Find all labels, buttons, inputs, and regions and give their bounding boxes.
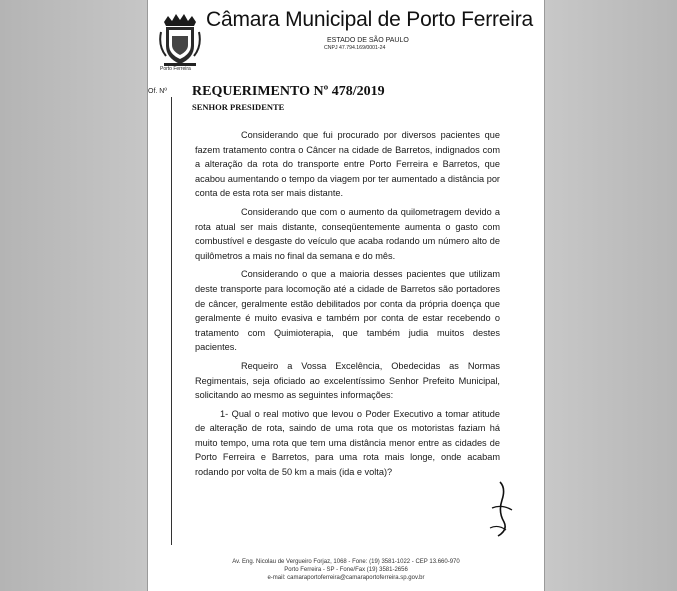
- paragraph: Considerando que fui procurado por diversos pacientes que fazem tratamento contra o Câncer na cidade de Barretos, indignados com a alteração da rota do transporte entre Porto Ferreira e Barretos, que acabou aumentando o tempo da viagem por ter aumentado a distância por conta de esta rota ser mais distante.: [195, 130, 500, 199]
- addressee: SENHOR PRESIDENTE: [192, 102, 285, 112]
- scan-background-right: [543, 0, 677, 591]
- paragraph: Considerando o que a maioria desses pacientes que utilizam deste transporte para locomoção até a cidade de Barretos são portadores de câncer, geralmente estão debilitados por conta da própria doença que geralmente é muito evasiva e também por conta de estar recebendo o tratamento com Quimioterapia, que também judia muitos destes pacientes.: [195, 269, 500, 353]
- footer-line: Porto Ferreira - SP - Fone/Fax (19) 3581-2656: [284, 567, 408, 573]
- numbered-item: 1- Qual o real motivo que levou o Poder Executivo a tomar atitude de alteração de rota, saindo de uma rota que os motoristas faziam há muito tempo, uma rota que tem uma distância menor entre as cidades de Porto Ferreira e Barretos, para uma rota mais longe, onde acabam rodando por volta de 50 km a mais (ida e volta)?: [195, 408, 500, 478]
- paragraph: Considerando que com o aumento da quilometragem devido a rota atual ser mais distante, conseqüentemente aumenta o gasto com combustível e desgaste do veículo que acaba rodando um número alto de quilômetros a mais no final da semana e do mês.: [195, 206, 500, 261]
- cnpj-label: CNPJ 47.794.169/0001-24: [324, 45, 386, 51]
- footer-line: Av. Eng. Nicolau de Vergueiro Forjaz, 1068 - Fone: (19) 3581-1022 - CEP 13.660-970: [232, 559, 460, 565]
- chamber-title: Câmara Municipal de Porto Ferreira: [206, 8, 533, 31]
- scan-background-left: [0, 0, 147, 591]
- crest-caption: Porto Ferreira: [160, 66, 191, 72]
- footer-email: e-mail: camaraportoferreira@camaraportoferreira.sp.gov.br: [267, 575, 425, 581]
- coat-of-arms-icon: [158, 12, 202, 68]
- footer-address: [148, 558, 544, 582]
- document-body: [195, 128, 500, 484]
- request-title: REQUERIMENTO Nº 478/2019: [192, 84, 385, 99]
- signature-mark: [486, 478, 516, 540]
- state-label: ESTADO DE SÃO PAULO: [327, 37, 409, 44]
- margin-rule: [171, 97, 172, 545]
- office-number-label: Of. Nº: [148, 88, 167, 95]
- paragraph: Requeiro a Vossa Excelência, Obedecidas as Normas Regimentais, seja oficiado ao excelentíssimo Senhor Prefeito Municipal, solicitando ao mesmo as seguintes informações:: [195, 360, 500, 401]
- document-page: [147, 0, 545, 591]
